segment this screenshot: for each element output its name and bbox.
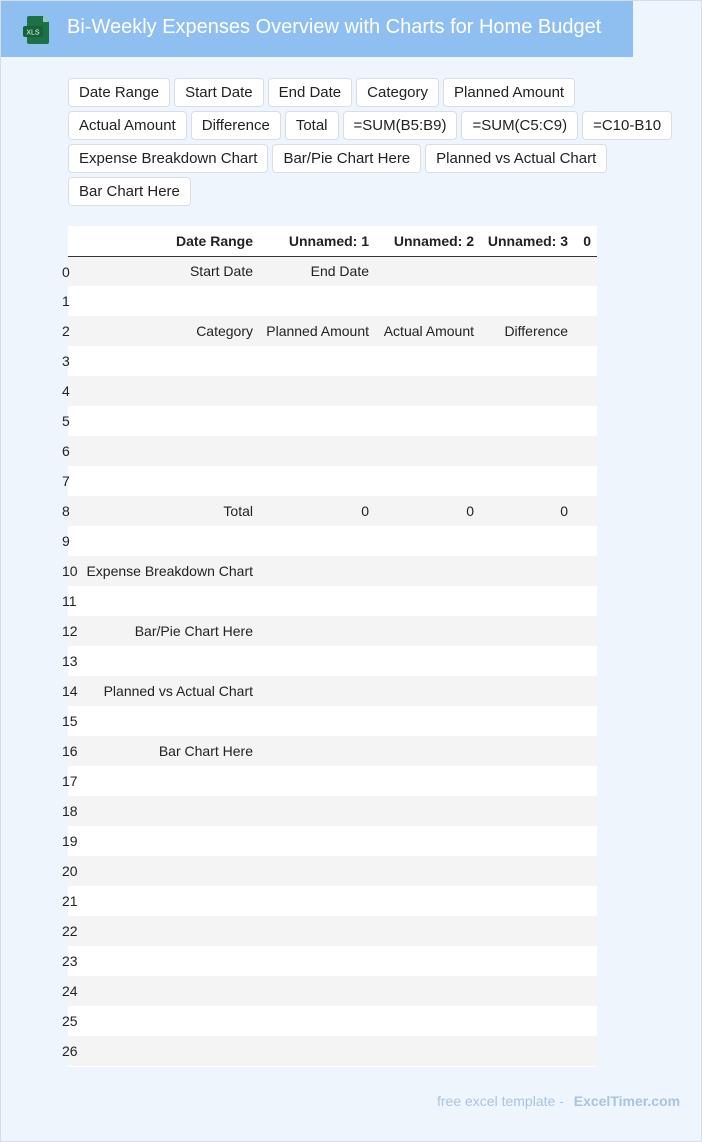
table-cell	[574, 586, 597, 616]
table-cell	[574, 766, 597, 796]
table-cell	[81, 796, 259, 826]
table-cell	[480, 466, 574, 496]
table-cell	[480, 616, 574, 646]
table-cell	[81, 286, 259, 316]
table-cell	[259, 376, 375, 406]
row-index-cell	[62, 646, 81, 676]
table-cell	[480, 856, 574, 886]
row-index: 2	[62, 323, 70, 339]
table-cell	[375, 1036, 480, 1066]
row-index-cell	[62, 1036, 81, 1066]
data-table	[62, 226, 597, 1066]
table-cell	[574, 826, 597, 856]
table-row	[68, 496, 597, 526]
table-cell	[259, 556, 375, 586]
table-row	[68, 406, 597, 436]
row-index-cell	[62, 346, 81, 376]
table-cell	[259, 946, 375, 976]
row-index: 26	[62, 1043, 78, 1059]
table-body	[62, 256, 597, 1066]
table-row	[68, 556, 597, 586]
table-cell	[259, 766, 375, 796]
table-row	[68, 286, 597, 316]
row-index-cell	[62, 796, 81, 826]
table-cell	[375, 736, 480, 766]
row-index-cell	[62, 526, 81, 556]
row-index-cell	[62, 496, 81, 526]
table-cell	[259, 796, 375, 826]
chip-total[interactable]: Total	[285, 111, 339, 140]
chip-planned-amount[interactable]: Planned Amount	[443, 78, 575, 107]
table-cell	[574, 406, 597, 436]
table-cell	[375, 286, 480, 316]
xls-icon-label: XLS	[26, 29, 40, 37]
table-cell	[375, 856, 480, 886]
cell-chips	[68, 78, 688, 206]
row-index: 6	[62, 443, 70, 459]
table-cell	[574, 976, 597, 1006]
table-cell	[259, 856, 375, 886]
table-cell	[81, 826, 259, 856]
row-index: 5	[62, 413, 70, 429]
table-cell	[81, 856, 259, 886]
table-cell	[480, 286, 574, 316]
table-cell	[574, 466, 597, 496]
table-cell	[81, 436, 259, 466]
row-index-cell	[62, 676, 81, 706]
table-cell	[375, 886, 480, 916]
table-cell	[375, 766, 480, 796]
column-header-unnamed-3: Unnamed: 3	[480, 226, 574, 256]
table-cell	[375, 616, 480, 646]
table-cell	[259, 976, 375, 1006]
row-index: 25	[62, 1013, 78, 1029]
table-row	[68, 376, 597, 406]
row-index-cell	[62, 886, 81, 916]
table-cell: End Date	[259, 256, 375, 286]
table-cell: Planned vs Actual Chart	[81, 676, 259, 706]
table-cell	[81, 586, 259, 616]
row-index: 7	[62, 473, 70, 489]
table-cell	[574, 346, 597, 376]
table-cell	[574, 436, 597, 466]
table-cell	[480, 1036, 574, 1066]
table-cell	[574, 556, 597, 586]
table-cell	[480, 976, 574, 1006]
table-cell	[480, 406, 574, 436]
table-cell	[259, 706, 375, 736]
table-row	[68, 1036, 597, 1066]
table-cell: Bar/Pie Chart Here	[81, 616, 259, 646]
table-cell	[480, 526, 574, 556]
table-cell	[574, 256, 597, 286]
table-cell	[480, 706, 574, 736]
table-cell	[574, 856, 597, 886]
table-cell	[574, 796, 597, 826]
table-cell	[375, 526, 480, 556]
table-cell	[81, 376, 259, 406]
table-cell	[81, 976, 259, 1006]
table-cell	[480, 1006, 574, 1036]
table-row	[68, 256, 597, 286]
column-header-unnamed-2: Unnamed: 2	[375, 226, 480, 256]
table-cell	[81, 706, 259, 736]
title-banner	[1, 1, 633, 57]
table-cell	[81, 526, 259, 556]
footer-prefix: free excel template -	[437, 1093, 564, 1109]
column-header-0: 0	[574, 226, 597, 256]
table-row	[68, 1006, 597, 1036]
row-index-cell	[62, 406, 81, 436]
row-index-cell	[62, 376, 81, 406]
row-index-cell	[62, 1006, 81, 1036]
row-index: 15	[62, 713, 78, 729]
table-row	[68, 466, 597, 496]
table-cell	[480, 346, 574, 376]
row-index: 4	[62, 383, 70, 399]
table-row	[68, 856, 597, 886]
row-index: 17	[62, 773, 78, 789]
table-cell	[259, 346, 375, 376]
table-cell	[259, 676, 375, 706]
chip-category[interactable]: Category	[356, 78, 439, 107]
table-row	[68, 886, 597, 916]
footer-brand-link[interactable]: ExcelTimer.com	[573, 1093, 681, 1109]
table-cell	[480, 436, 574, 466]
column-header-date-range: Date Range	[81, 226, 259, 256]
row-index: 21	[62, 893, 78, 909]
table-row	[68, 736, 597, 766]
table-cell	[259, 616, 375, 646]
table-cell	[375, 796, 480, 826]
table-cell: 0	[375, 496, 480, 526]
table-cell	[480, 586, 574, 616]
table-cell	[81, 1036, 259, 1066]
table-cell	[259, 826, 375, 856]
table-cell	[375, 436, 480, 466]
row-index: 9	[62, 533, 70, 549]
table-cell	[259, 886, 375, 916]
table-row	[68, 616, 597, 646]
table-header-row	[68, 226, 597, 256]
table-cell	[259, 736, 375, 766]
table-cell: Difference	[480, 316, 574, 346]
table-cell	[259, 1036, 375, 1066]
table-cell	[574, 316, 597, 346]
xls-file-icon	[21, 14, 53, 46]
row-index: 13	[62, 653, 78, 669]
table-cell: Expense Breakdown Chart	[81, 556, 259, 586]
table-cell	[574, 1036, 597, 1066]
table-row	[68, 676, 597, 706]
row-index-cell	[62, 256, 81, 286]
row-index-cell	[62, 316, 81, 346]
row-index-cell	[62, 616, 81, 646]
table-cell	[480, 736, 574, 766]
table-cell	[375, 976, 480, 1006]
row-index-cell	[62, 556, 81, 586]
table-cell	[259, 646, 375, 676]
table-cell	[574, 376, 597, 406]
chip-actual-amount[interactable]: Actual Amount	[68, 111, 187, 140]
table-row	[68, 646, 597, 676]
table-cell	[81, 1006, 259, 1036]
table-cell: Actual Amount	[375, 316, 480, 346]
table-cell	[480, 826, 574, 856]
table-cell	[574, 646, 597, 676]
row-index: 16	[62, 743, 78, 759]
table-cell	[375, 676, 480, 706]
table-cell	[480, 676, 574, 706]
table-row	[68, 586, 597, 616]
row-index: 24	[62, 983, 78, 999]
row-index: 11	[62, 593, 77, 609]
column-header-index	[68, 226, 81, 256]
table-cell	[375, 916, 480, 946]
row-index-cell	[62, 436, 81, 466]
table-cell	[375, 646, 480, 676]
table-cell	[480, 796, 574, 826]
table-cell	[81, 916, 259, 946]
table-row	[68, 916, 597, 946]
table-cell	[81, 766, 259, 796]
table-cell	[574, 526, 597, 556]
table-row	[68, 976, 597, 1006]
row-index: 3	[62, 353, 70, 369]
table-cell	[480, 916, 574, 946]
table-cell	[375, 346, 480, 376]
row-index-cell	[62, 916, 81, 946]
table-cell	[259, 586, 375, 616]
row-index: 22	[62, 923, 78, 939]
table-cell	[574, 1006, 597, 1036]
chip-formula-actual-sum[interactable]: =SUM(C5:C9)	[461, 111, 578, 140]
table-cell	[574, 496, 597, 526]
table-cell	[574, 886, 597, 916]
table-cell	[259, 466, 375, 496]
data-table-container	[62, 226, 597, 1067]
row-index: 8	[62, 503, 70, 519]
table-row	[68, 826, 597, 856]
table-cell	[81, 886, 259, 916]
table-cell	[259, 436, 375, 466]
page-title: Bi-Weekly Expenses Overview with Charts for Home Budget	[67, 16, 602, 38]
table-cell	[259, 916, 375, 946]
chip-expense-breakdown-chart[interactable]: Expense Breakdown Chart	[68, 144, 268, 173]
table-cell	[480, 646, 574, 676]
table-cell: Planned Amount	[259, 316, 375, 346]
chip-date-range[interactable]: Date Range	[68, 78, 170, 107]
row-index: 1	[62, 293, 70, 309]
table-cell: Category	[81, 316, 259, 346]
table-cell	[480, 376, 574, 406]
table-cell	[81, 946, 259, 976]
row-index: 20	[62, 863, 78, 879]
chip-formula-planned-sum[interactable]: =SUM(B5:B9)	[343, 111, 458, 140]
column-header-unnamed-1: Unnamed: 1	[259, 226, 375, 256]
table-cell	[259, 1006, 375, 1036]
table-cell	[81, 466, 259, 496]
table-row	[68, 436, 597, 466]
table-row	[68, 346, 597, 376]
chip-bar-chart-here[interactable]: Bar Chart Here	[68, 177, 191, 206]
table-cell	[375, 826, 480, 856]
row-index-cell	[62, 946, 81, 976]
table-cell	[375, 946, 480, 976]
table-cell	[574, 736, 597, 766]
chip-end-date[interactable]: End Date	[268, 78, 353, 107]
row-index-cell	[62, 856, 81, 886]
row-index: 23	[62, 953, 78, 969]
table-cell	[574, 286, 597, 316]
footer-credit	[437, 1093, 680, 1109]
row-index: 19	[62, 833, 78, 849]
chip-difference[interactable]: Difference	[191, 111, 281, 140]
row-index: 18	[62, 803, 78, 819]
table-row	[68, 526, 597, 556]
table-cell	[574, 706, 597, 736]
row-index-cell	[62, 706, 81, 736]
table-cell	[375, 556, 480, 586]
table-row	[68, 946, 597, 976]
row-index: 0	[62, 263, 70, 280]
table-cell	[574, 676, 597, 706]
chip-bar-pie-chart-here[interactable]: Bar/Pie Chart Here	[272, 144, 421, 173]
row-index: 10	[62, 563, 78, 579]
table-cell	[81, 646, 259, 676]
table-row	[68, 316, 597, 346]
table-cell	[574, 946, 597, 976]
table-row	[68, 706, 597, 736]
table-row	[68, 796, 597, 826]
table-cell	[375, 1006, 480, 1036]
table-cell	[375, 706, 480, 736]
table-cell	[375, 376, 480, 406]
table-cell	[480, 256, 574, 286]
row-index: 12	[62, 623, 78, 639]
table-cell: Start Date	[81, 256, 259, 286]
table-cell	[480, 946, 574, 976]
table-cell: 0	[259, 496, 375, 526]
table-cell	[375, 466, 480, 496]
row-index-cell	[62, 736, 81, 766]
table-cell	[375, 406, 480, 436]
row-index-cell	[62, 466, 81, 496]
row-index-cell	[62, 826, 81, 856]
table-cell	[259, 286, 375, 316]
table-cell	[375, 256, 480, 286]
table-cell	[375, 586, 480, 616]
table-cell	[574, 616, 597, 646]
table-cell	[480, 886, 574, 916]
table-cell	[81, 406, 259, 436]
row-index-cell	[62, 976, 81, 1006]
table-cell: 0	[480, 496, 574, 526]
table-cell	[480, 556, 574, 586]
row-index-cell	[62, 766, 81, 796]
table-cell: Total	[81, 496, 259, 526]
table-cell	[574, 916, 597, 946]
chip-start-date[interactable]: Start Date	[174, 78, 264, 107]
table-cell	[81, 346, 259, 376]
row-index-cell	[62, 286, 81, 316]
row-index: 14	[62, 683, 78, 699]
table-cell	[259, 526, 375, 556]
table-cell	[259, 406, 375, 436]
chip-planned-vs-actual-chart[interactable]: Planned vs Actual Chart	[425, 144, 607, 173]
row-index-cell	[62, 586, 81, 616]
table-row	[68, 766, 597, 796]
table-cell	[480, 766, 574, 796]
chip-formula-difference[interactable]: =C10-B10	[582, 111, 672, 140]
table-cell: Bar Chart Here	[81, 736, 259, 766]
